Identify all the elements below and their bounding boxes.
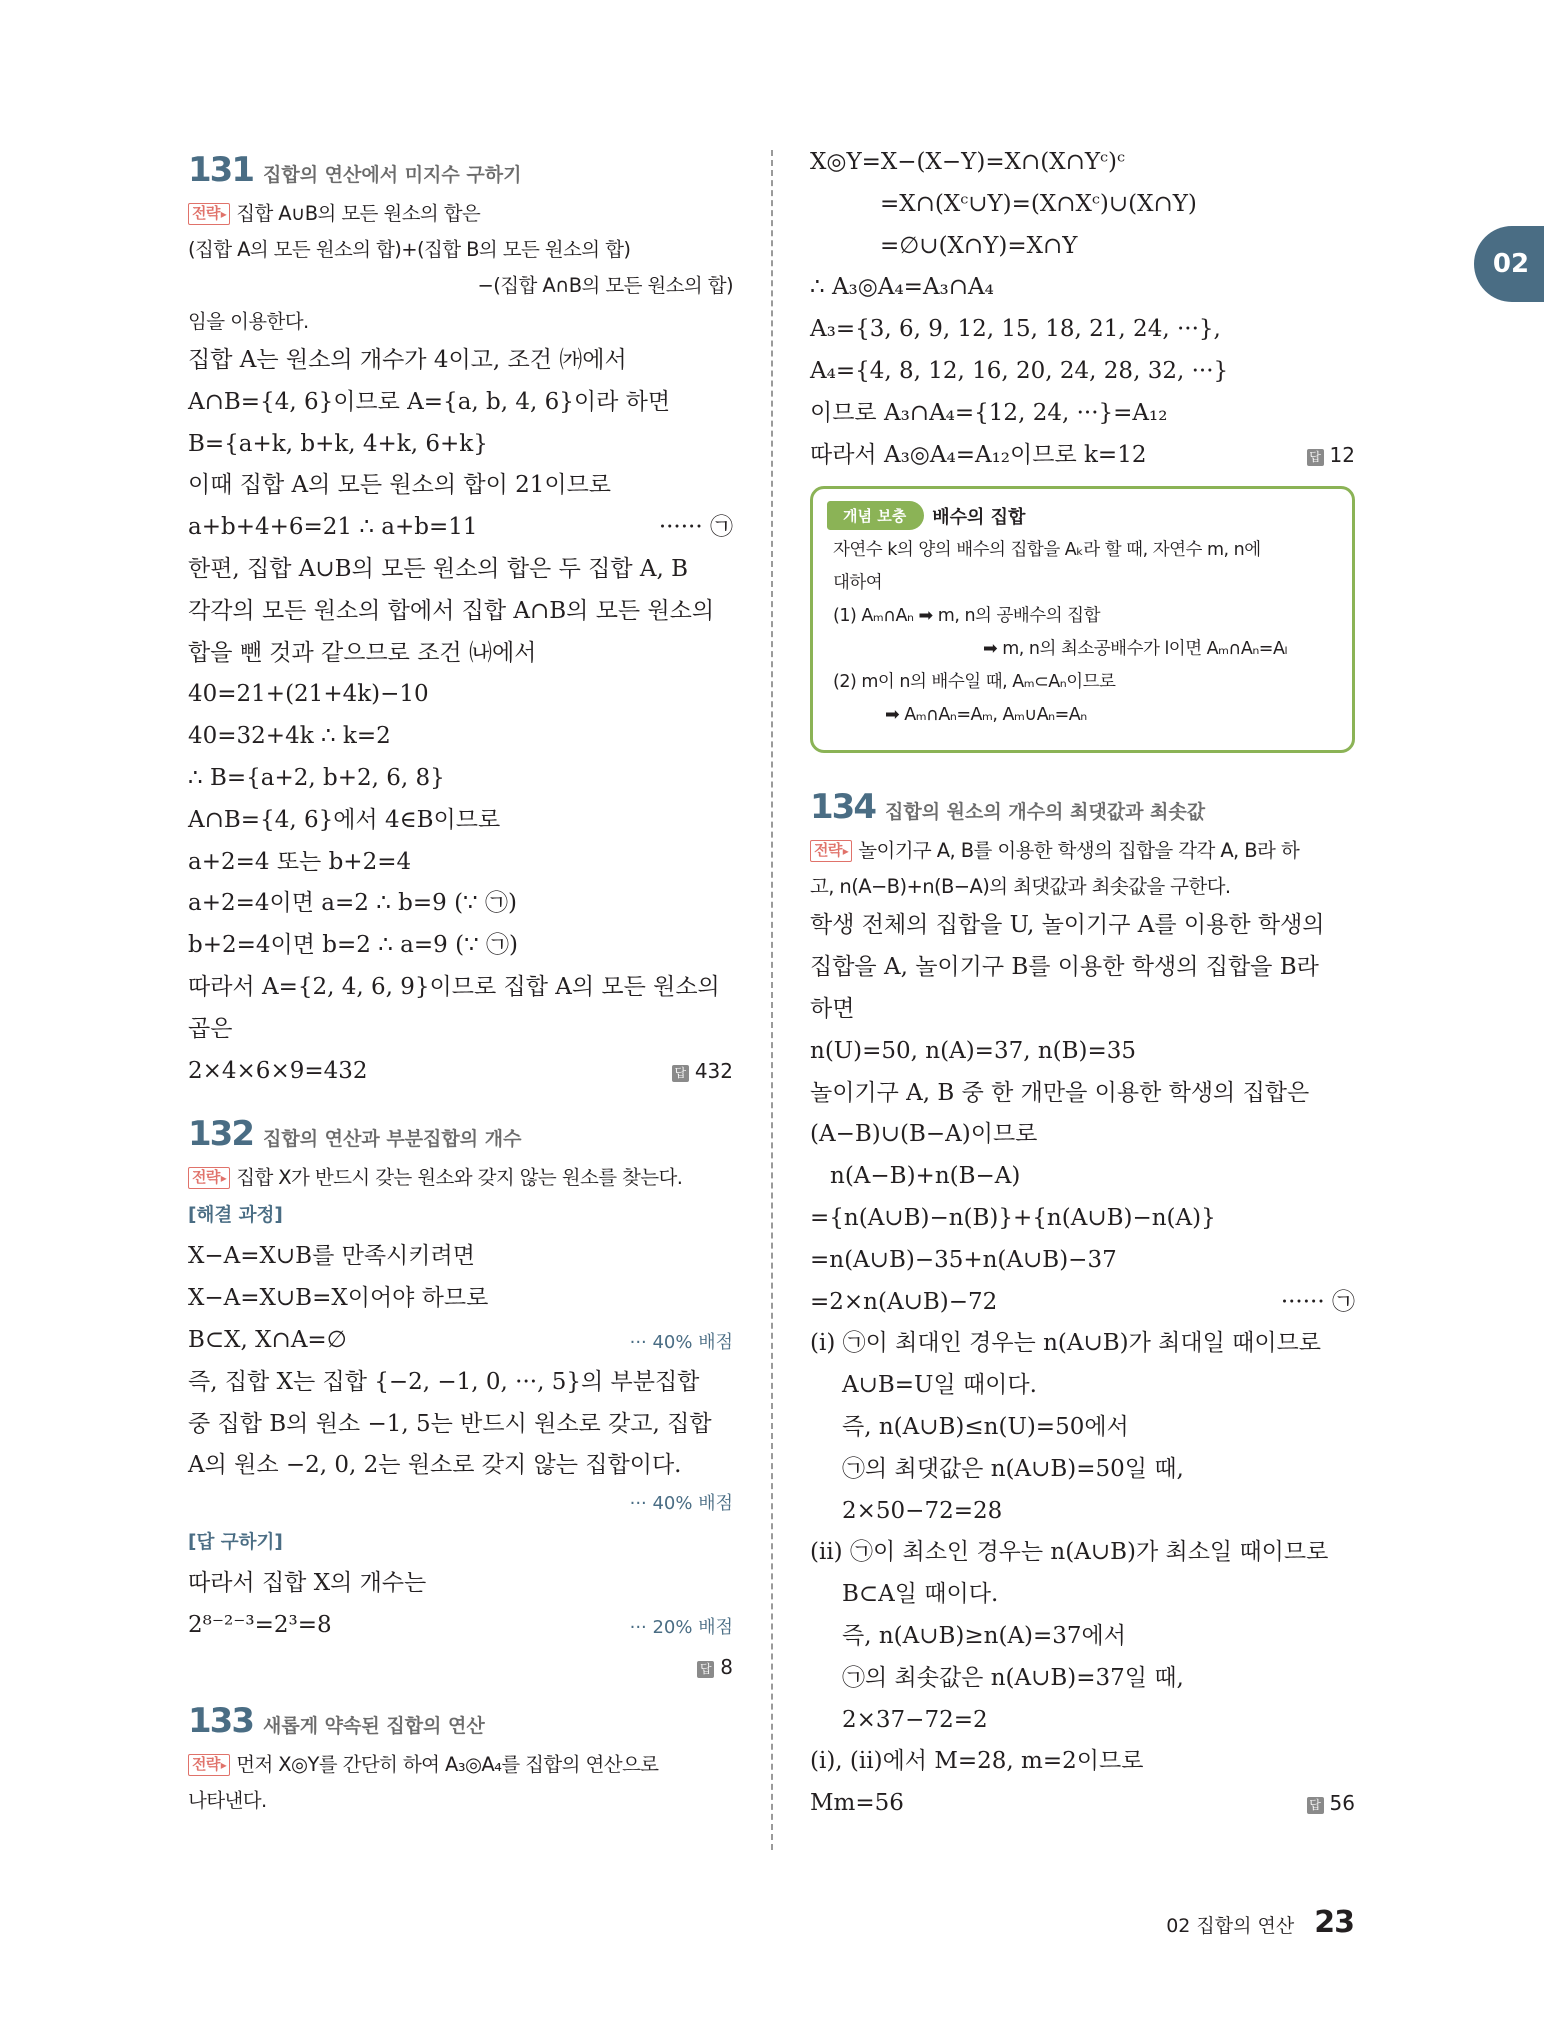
left-column [188,148,733,1819]
concept-line: ➡ m, n의 최소공배수가 l이면 Aₘ∩Aₙ=Aₗ [983,639,1287,660]
solution-line: 즉, n(A∪B)≥n(A)=37에서 [842,1622,1126,1649]
solution-line: A의 원소 −2, 0, 2는 원소로 갖지 않는 집합이다. [188,1452,682,1479]
solution-line: 곱은 [188,1015,233,1042]
solution-line: (i) ㉠이 최대인 경우는 n(A∪B)가 최대일 때이므로 [810,1330,1321,1357]
solution-line: =X∩(Xᶜ∪Y)=(X∩Xᶜ)∪(X∩Y) [880,190,1197,217]
solution-line: 따라서 집합 X의 개수는 [188,1570,427,1597]
answer: 답 12 [1307,435,1355,477]
score-note: ··· 40% 배점 [629,1493,733,1515]
solution-line: 놀이기구 A, B 중 한 개만을 이용한 학생의 집합은 [810,1079,1310,1106]
strategy-tag: 전략 ▸ [188,203,230,225]
problem-title: 집합의 연산에서 미지수 구하기 [262,164,522,186]
strategy-line: −(집합 A∩B의 모든 원소의 합) [477,274,733,297]
solution-line: (ii) ㉠이 최소인 경우는 n(A∪B)가 최소일 때이므로 [810,1539,1329,1566]
answer-row [188,1647,733,1689]
section-label: [해결 과정] [188,1205,283,1227]
problem-title: 집합의 연산과 부분집합의 개수 [262,1128,522,1151]
score-row [188,1487,733,1523]
column-divider [771,150,773,1850]
solution-line: 따라서 A={2, 4, 6, 9}이므로 집합 A의 모든 원소의 [188,973,720,1000]
solution-line: n(U)=50, n(A)=37, n(B)=35 [810,1037,1137,1064]
problem-132 [188,1114,733,1688]
solution-line: A∪B=U일 때이다. [842,1372,1037,1399]
solution-line: n(A−B)+n(B−A) [830,1163,1021,1190]
concept-title: 배수의 집합 [932,506,1026,528]
solution-line: =2×n(A∪B)−72 ······ ㉠ [810,1282,1355,1324]
chapter-tab: 02 [1474,226,1544,302]
concept-line: ➡ Aₘ∩Aₙ=Aₘ, Aₘ∪Aₙ=Aₙ [885,705,1087,726]
solution-line: ㉠의 최댓값은 n(A∪B)=50일 때, [842,1455,1184,1482]
solution-line: 2×50−72=28 [842,1497,1003,1524]
page-number: 23 [1314,1905,1354,1940]
solution-line: a+2=4 또는 b+2=4 [188,848,412,875]
equation-marker: ······ ㉠ [658,514,733,541]
solution-line: B⊂X, X∩A=∅ ··· 40% 배점 [188,1320,733,1362]
solution-line: 2×37−72=2 [842,1706,988,1733]
strategy-line: 임을 이용한다. [188,310,309,333]
solution-line: 집합 A는 원소의 개수가 4이고, 조건 ㈎에서 [188,347,627,373]
problem-number: 131 [188,150,253,190]
solution-line: (A−B)∪(B−A)이므로 [810,1121,1038,1148]
problem-134 [810,787,1355,1825]
problem-134-header [810,787,1355,827]
solution-line: a+b+4+6=21 ∴ a+b=11 ······ ㉠ [188,507,733,549]
solution-line: =n(A∪B)−35+n(A∪B)−37 [810,1246,1117,1273]
solution-line: A₄={4, 8, 12, 16, 20, 24, 28, 32, ···} [810,357,1229,384]
page-footer [1166,1905,1354,1940]
section-label: [답 구하기] [188,1532,283,1554]
solution-line: A∩B={4, 6}이므로 A={a, b, 4, 6}이라 하면 [188,388,671,415]
problem-title: 새롭게 약속된 집합의 연산 [262,1714,485,1737]
solution-line: 한편, 집합 A∪B의 모든 원소의 합은 두 집합 A, B [188,555,688,582]
solution-line: X−A=X∪B를 만족시키려면 [188,1243,475,1270]
problem-131-header [188,150,733,190]
right-column [810,142,1355,1825]
strategy-line: 전략 ▸ 먼저 X◎Y를 간단히 하여 A₃◎A₄를 집합의 연산으로 [188,1747,733,1783]
solution-line: X◎Y=X−(X−Y)=X∩(X∩Yᶜ)ᶜ [810,149,1125,175]
answer: 답 56 [1307,1783,1355,1825]
answer: 답 432 [672,1051,733,1093]
solution-line: a+2=4이면 a=2 ∴ b=9 (∵ ㉠) [188,890,517,917]
solution-line: A₃={3, 6, 9, 12, 15, 18, 21, 24, ···}, [810,316,1221,343]
solution-line: B⊂A일 때이다. [842,1581,999,1608]
concept-line: (1) Aₘ∩Aₙ ➡ m, n의 공배수의 집합 [833,606,1100,627]
solution-line: b+2=4이면 b=2 ∴ a=9 (∵ ㉠) [188,932,518,959]
solution-line: ={n(A∪B)−n(B)}+{n(A∪B)−n(A)} [810,1204,1216,1231]
solution-line: (i), (ii)에서 M=28, m=2이므로 [810,1748,1144,1775]
answer-icon: 답 [697,1661,714,1678]
answer-icon: 답 [672,1065,689,1082]
solution-line: 40=21+(21+4k)−10 [188,681,429,708]
solution-line: 즉, 집합 X는 집합 {−2, −1, 0, ···, 5}의 부분집합 [188,1368,700,1395]
strategy-line: 전략 ▸ 집합 A∪B의 모든 원소의 합은 [188,196,733,232]
solution-line: =∅∪(X∩Y)=X∩Y [880,232,1078,259]
strategy-line: 전략 ▸ 집합 X가 반드시 갖는 원소와 갖지 않는 원소를 찾는다. [188,1160,733,1196]
strategy-line: (집합 A의 모든 원소의 합)+(집합 B의 모든 원소의 합) [188,238,631,261]
answer-icon: 답 [1307,449,1324,466]
concept-line: 자연수 k의 양의 배수의 집합을 Aₖ라 할 때, 자연수 m, n에 [833,540,1261,561]
solution-line: 이때 집합 A의 모든 원소의 합이 21이므로 [188,472,612,499]
solution-line: 따라서 A₃◎A₄=A₁₂이므로 k=12 답 12 [810,435,1355,477]
solution-line: 각각의 모든 원소의 합에서 집합 A∩B의 모든 원소의 [188,597,715,624]
strategy-tag: 전략 ▸ [810,840,852,862]
solution-line: 하면 [810,995,855,1022]
solution-line: X−A=X∪B=X이어야 하므로 [188,1285,489,1312]
solution-line: 이므로 A₃∩A₄={12, 24, ···}=A₁₂ [810,399,1168,426]
strategy-line: 고, n(A−B)+n(B−A)의 최댓값과 최솟값을 구한다. [810,875,1231,899]
solution-line: 2⁸⁻²⁻³=2³=8 ··· 20% 배점 [188,1605,733,1647]
problem-number: 134 [810,787,875,828]
strategy-tag: 전략 ▸ [188,1754,230,1776]
solution-line: 40=32+4k ∴ k=2 [188,723,391,750]
problem-132-header [188,1114,733,1154]
strategy-line: 나타낸다. [188,1788,267,1812]
problem-133-header [188,1701,733,1741]
solution-line: A∩B={4, 6}에서 4∈B이므로 [188,806,501,833]
solution-line: B={a+k, b+k, 4+k, 6+k} [188,430,488,457]
strategy-tag: 전략 ▸ [188,1167,230,1189]
answer: 답 8 [697,1647,733,1689]
problem-number: 132 [188,1114,253,1155]
score-note: ··· 20% 배점 [629,1616,733,1638]
solution-line: 중 집합 B의 원소 −1, 5는 반드시 원소로 갖고, 집합 [188,1410,712,1437]
footer-chapter: 02 집합의 연산 [1166,1915,1295,1937]
solution-line: ∴ B={a+2, b+2, 6, 8} [188,764,445,791]
equation-marker: ······ ㉠ [1280,1288,1355,1315]
concept-header [833,501,1336,530]
solution-line: 합을 뺀 것과 같으므로 조건 ㈏에서 [188,639,537,666]
score-note: ··· 40% 배점 [629,1331,733,1353]
problem-number: 133 [188,1700,253,1741]
concept-box [810,486,1355,753]
concept-line: 대하여 [833,573,883,594]
solution-line: ㉠의 최솟값은 n(A∪B)=37일 때, [842,1664,1184,1691]
solution-line: 학생 전체의 집합을 U, 놀이기구 A를 이용한 학생의 [810,912,1325,939]
strategy-line: 전략 ▸ 놀이기구 A, B를 이용한 학생의 집합을 각각 A, B라 하 [810,833,1355,869]
solution-line: 2×4×6×9=432 답 432 [188,1051,733,1093]
solution-line: 집합을 A, 놀이기구 B를 이용한 학생의 집합을 B라 [810,954,1319,981]
solution-line: 즉, n(A∪B)≤n(U)=50에서 [842,1413,1129,1440]
concept-badge: 개념 보충 [827,501,924,530]
problem-133 [188,1701,733,1819]
concept-line: (2) m이 n의 배수일 때, Aₘ⊂Aₙ이므로 [833,672,1116,693]
solution-line: Mm=56 답 56 [810,1783,1355,1825]
problem-131 [188,150,733,1092]
answer-icon: 답 [1307,1797,1324,1814]
solution-line: ∴ A₃◎A₄=A₃∩A₄ [810,274,994,301]
problem-title: 집합의 원소의 개수의 최댓값과 최솟값 [884,801,1206,824]
